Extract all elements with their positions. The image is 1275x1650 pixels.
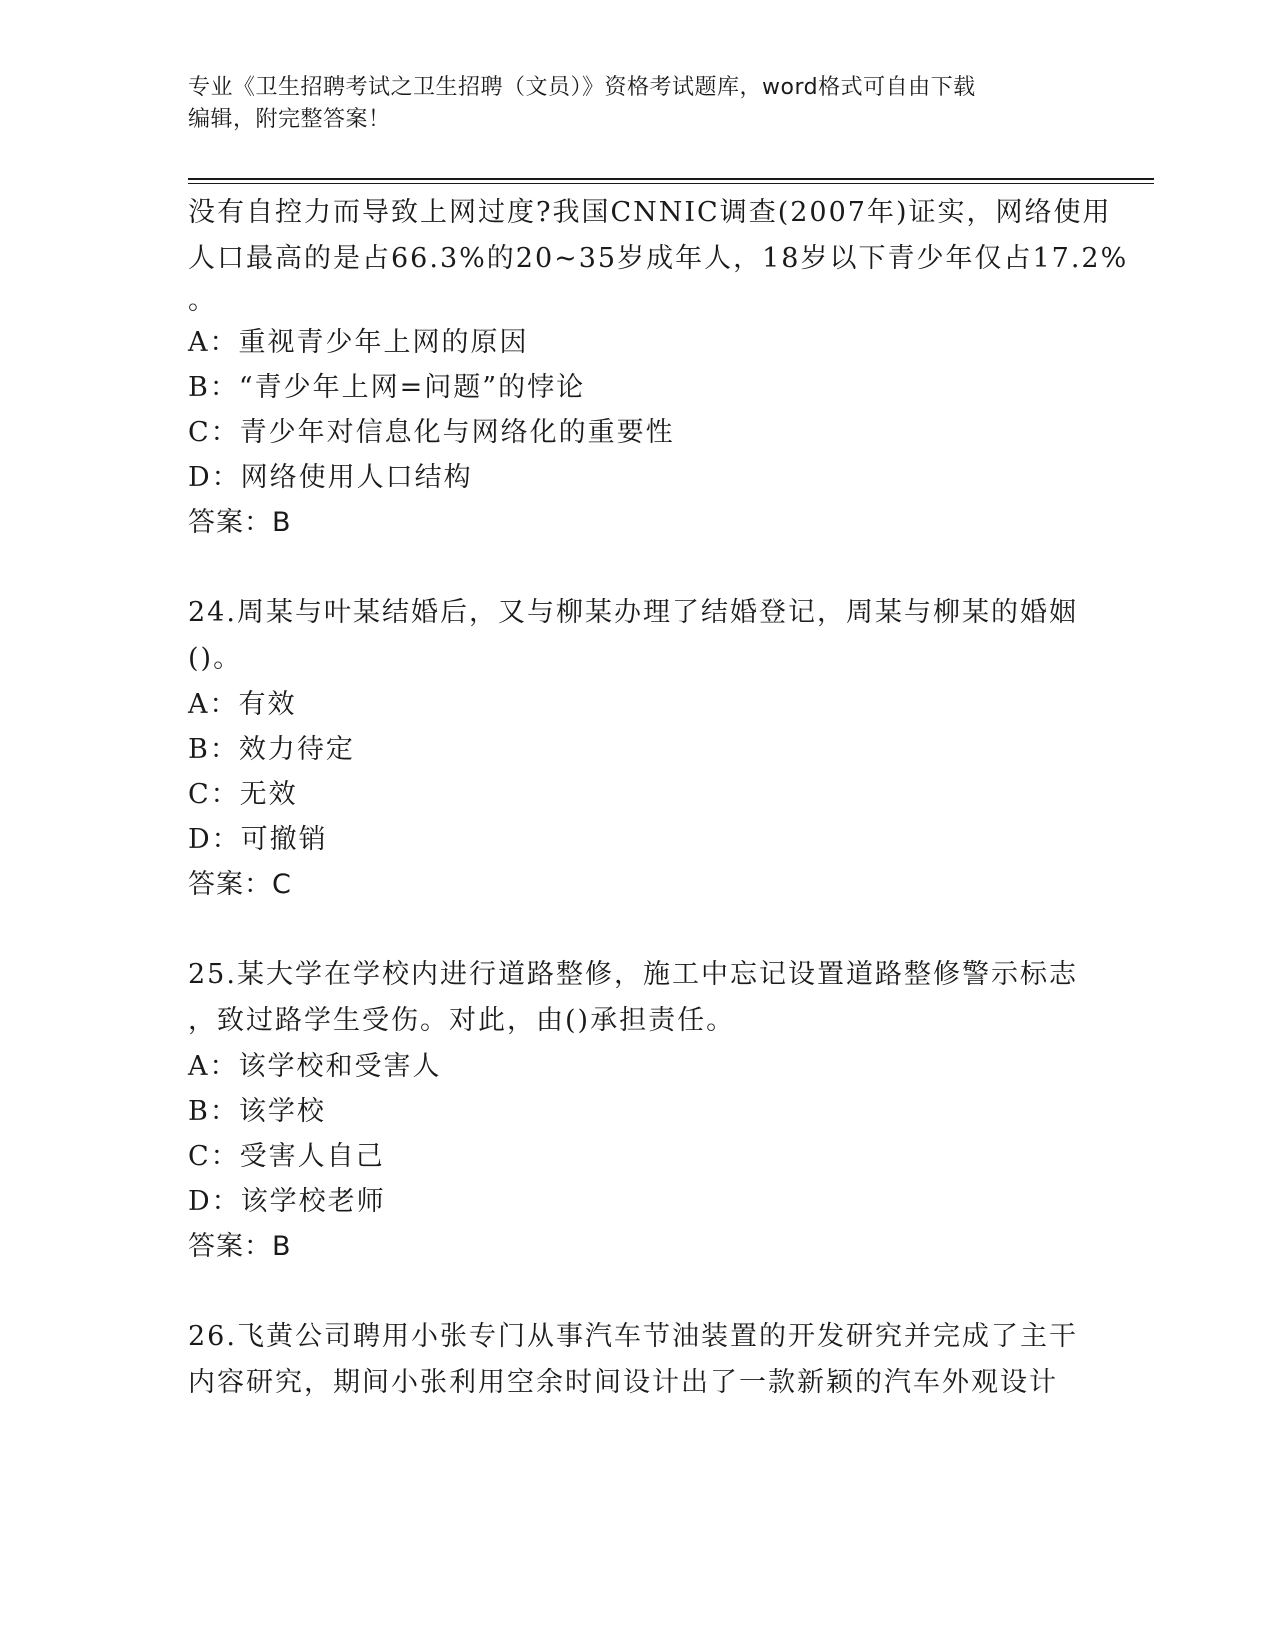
document-body xyxy=(188,190,1129,1406)
question-text-line: ，致过路学生受伤。对此，由()承担责任。 xyxy=(188,1005,736,1036)
option-b: B：“青少年上网=问题”的悖论 xyxy=(188,372,586,403)
question-24 xyxy=(188,590,1088,908)
option-b: B：效力待定 xyxy=(188,734,355,765)
option-c: C：受害人自己 xyxy=(188,1141,385,1172)
question-23 xyxy=(188,190,1129,546)
question-25 xyxy=(188,952,1088,1270)
option-b: B：该学校 xyxy=(188,1096,326,1127)
document-header xyxy=(188,72,1088,136)
answer-label: 答案：B xyxy=(188,1231,292,1262)
option-d: D：该学校老师 xyxy=(188,1186,386,1217)
option-d: D：可撤销 xyxy=(188,824,328,855)
spacer xyxy=(188,1270,1088,1314)
answer-label: 答案：B xyxy=(188,507,292,538)
option-d: D：网络使用人口结构 xyxy=(188,462,473,493)
question-text-line: ()。 xyxy=(188,643,243,674)
header-line: 编辑，附完整答案！ xyxy=(188,107,391,132)
answer-label: 答案：C xyxy=(188,869,292,900)
option-a: A：该学校和受害人 xyxy=(188,1051,442,1082)
question-text-line: 内容研究，期间小张利用空余时间设计出了一款新颖的汽车外观设计 xyxy=(188,1367,1058,1398)
question-text-line: 26.飞黄公司聘用小张专门从事汽车节油装置的开发研究并完成了主干 xyxy=(188,1321,1078,1352)
spacer xyxy=(188,546,1088,590)
header-rule-thin xyxy=(188,183,1154,184)
question-text-line: 人口最高的是占66.3%的20~35岁成年人，18岁以下青少年仅占17.2% xyxy=(188,243,1129,274)
question-text-line: 没有自控力而导致上网过度?我国CNNIC调查(2007年)证实，网络使用 xyxy=(188,197,1112,228)
question-text-line: 24.周某与叶某结婚后，又与柳某办理了结婚登记，周某与柳某的婚姻 xyxy=(188,597,1078,628)
option-a: A：有效 xyxy=(188,689,297,720)
question-text-line: 。 xyxy=(188,285,217,316)
option-c: C：无效 xyxy=(188,779,298,810)
header-rule xyxy=(188,178,1154,180)
option-a: A：重视青少年上网的原因 xyxy=(188,327,529,358)
header-line: 专业《卫生招聘考试之卫生招聘（文员）》资格考试题库，word格式可自由下载 xyxy=(188,75,976,100)
question-text-line: 25.某大学在学校内进行道路整修，施工中忘记设置道路整修警示标志 xyxy=(188,959,1078,990)
question-26 xyxy=(188,1314,1088,1406)
option-c: C：青少年对信息化与网络化的重要性 xyxy=(188,417,675,448)
spacer xyxy=(188,908,1088,952)
